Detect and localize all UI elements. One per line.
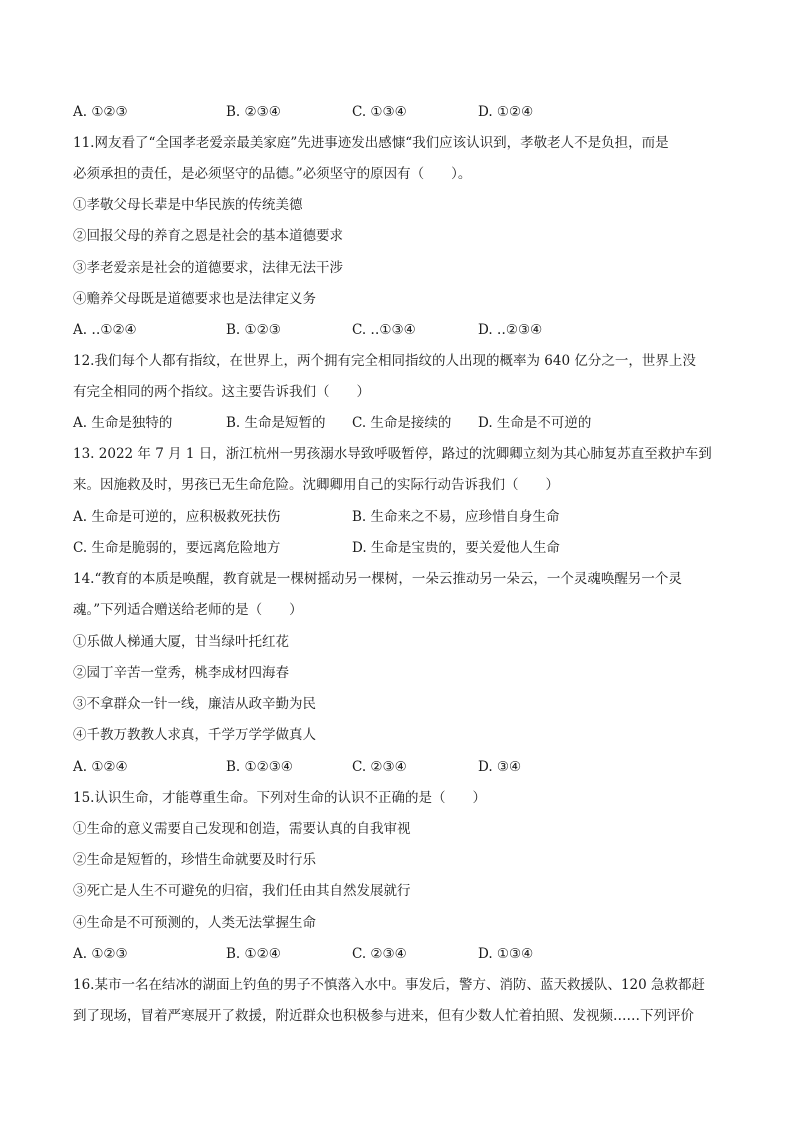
q13-option-c[interactable]: C. 生命是脆弱的，要远离危险地方 <box>73 540 281 556</box>
q10-option-b[interactable]: B. ②③④ <box>226 104 281 120</box>
q15-option-c[interactable]: C. ②③④ <box>352 946 407 962</box>
q10-option-a[interactable]: A. ①②③ <box>73 104 128 120</box>
q11-stem-line-2: 必须承担的责任，是必须坚守的品德。”必须坚守的原因有（ ）。 <box>73 166 472 182</box>
q15-stem: 15.认识生命，才能尊重生命。下列对生命的认识不正确的是（ ） <box>73 790 486 806</box>
q13-stem-line-1: 13. 2022 年 7 月 1 日，浙江杭州一男孩溺水导致呼吸暂停，路过的沈卿卿立刻为其心肺复苏直至救护车到 <box>73 446 712 462</box>
q13-option-d[interactable]: D. 生命是宝贵的，要关爱他人生命 <box>352 540 560 556</box>
q14-option-d[interactable]: D. ③④ <box>478 759 522 775</box>
q11-item-4: ④赡养父母既是道德要求也是法律定义务 <box>73 291 316 307</box>
q15-option-d[interactable]: D. ①③④ <box>478 946 534 962</box>
q11-option-c[interactable]: C. ‥①③④ <box>352 322 416 338</box>
q14-item-2: ②园丁辛苦一堂秀，桃李成材四海春 <box>73 665 289 681</box>
q10-option-c[interactable]: C. ①③④ <box>352 104 407 120</box>
q13-stem-line-2: 来。因施救及时，男孩已无生命危险。沈卿卿用自己的实际行动告诉我们（ ） <box>73 477 559 493</box>
q16-stem-line-1: 16.某市一名在结冰的湖面上钓鱼的男子不慎落入水中。事发后，警方、消防、蓝天救援队、120 急救都赶 <box>73 977 706 993</box>
q14-item-3: ③不拿群众一针一线，廉洁从政辛勤为民 <box>73 696 316 712</box>
q14-option-b[interactable]: B. ①②③④ <box>226 759 293 775</box>
q14-stem-line-2: 魂。”下列适合赠送给老师的是（ ） <box>73 602 303 618</box>
q15-option-a[interactable]: A. ①②③ <box>73 946 128 962</box>
q11-option-a[interactable]: A. ‥①②④ <box>73 322 137 338</box>
q12-option-a[interactable]: A. 生命是独特的 <box>73 415 173 431</box>
q15-item-4: ④生命是不可预测的，人类无法掌握生命 <box>73 915 316 931</box>
q11-item-1: ①孝敬父母长辈是中华民族的传统美德 <box>73 197 303 213</box>
q10-option-d[interactable]: D. ①②④ <box>478 104 534 120</box>
q11-item-2: ②回报父母的养育之恩是社会的基本道德要求 <box>73 228 343 244</box>
q11-stem-line-1: 11.网友看了“全国孝老爱亲最美家庭”先进事迹发出感慷“我们应该认识到，孝敬老人不是负担，而是 <box>73 135 669 151</box>
q13-option-b[interactable]: B. 生命来之不易，应珍惜自身生命 <box>352 509 560 525</box>
q12-stem-line-2: 有完全相同的两个指纹。这主要告诉我们（ ） <box>73 384 370 400</box>
q14-stem-line-1: 14.“教育的本质是唤醒，教育就是一棵树摇动另一棵树，一朵云推动另一朵云，一个灵魂唤醒另一个灵 <box>73 571 682 587</box>
q12-stem-line-1: 12.我们每个人都有指纹，在世界上，两个拥有完全相同指纹的人出现的概率为 640 亿分之一，世界上没 <box>73 353 696 369</box>
q14-option-a[interactable]: A. ①②④ <box>73 759 128 775</box>
q15-item-1: ①生命的意义需要自己发现和创造，需要认真的自我审视 <box>73 821 411 837</box>
q16-stem-line-2: 到了现场，冒着严寒展开了救援，附近群众也积极参与进来，但有少数人忙着拍照、发视频……下列评价 <box>73 1008 694 1024</box>
q11-option-d[interactable]: D. ‥②③④ <box>478 322 543 338</box>
q14-item-1: ①乐做人梯通大厦，甘当绿叶托红花 <box>73 634 289 650</box>
q15-item-2: ②生命是短暂的，珍惜生命就要及时行乐 <box>73 852 316 868</box>
q14-item-4: ④千教万教教人求真，千学万学学做真人 <box>73 727 316 743</box>
q12-option-b[interactable]: B. 生命是短暂的 <box>226 415 326 431</box>
q11-item-3: ③孝老爱亲是社会的道德要求，法律无法干涉 <box>73 260 343 276</box>
q12-option-d[interactable]: D. 生命是不可逆的 <box>478 415 592 431</box>
q14-option-c[interactable]: C. ②③④ <box>352 759 407 775</box>
q15-item-3: ③死亡是人生不可避免的归宿，我们任由其自然发展就行 <box>73 883 411 899</box>
q11-option-b[interactable]: B. ①②③ <box>226 322 281 338</box>
q13-option-a[interactable]: A. 生命是可逆的，应积极救死扶伤 <box>73 509 281 525</box>
q15-option-b[interactable]: B. ①②④ <box>226 946 281 962</box>
q12-option-c[interactable]: C. 生命是接续的 <box>352 415 452 431</box>
